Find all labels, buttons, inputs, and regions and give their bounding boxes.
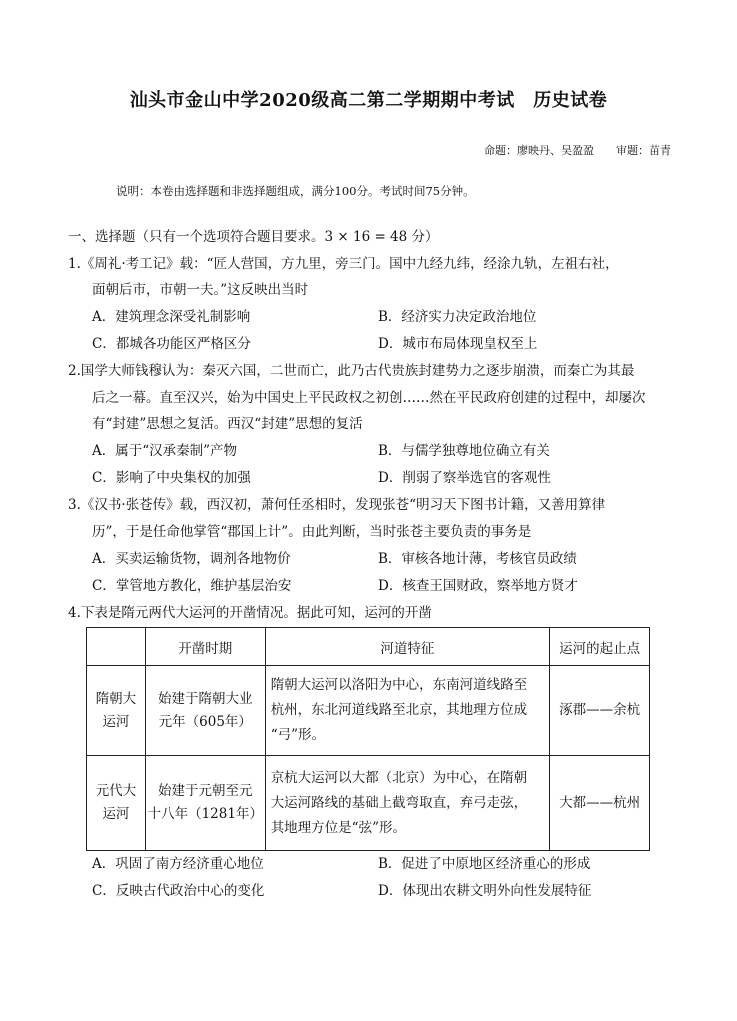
cell-line: 元年（605年） <box>158 713 252 730</box>
canal-endpoints-cell: 涿郡——余杭 <box>550 666 650 756</box>
question-2-line-1: 2.国学大师钱穆认为：秦灭六国，二世而亡，此乃古代贵族封建势力之逐步崩溃，而秦亡为其最 <box>68 363 635 379</box>
canal-table <box>86 627 650 851</box>
canal-period-cell <box>145 666 265 756</box>
exam-title: 汕头市金山中学2020级高二第二学期期中考试 历史试卷 <box>129 90 608 111</box>
question-3-option-c: C．掌管地方教化，维护基层治安 <box>92 578 292 594</box>
question-3-option-d: D．核查王国财政，察举地方贤才 <box>378 578 578 594</box>
cell-line: 其地理方位是“弦”形。 <box>270 819 406 836</box>
question-2-option-c: C．影响了中央集权的加强 <box>92 470 251 486</box>
question-3-option-b: B．审核各地计薄，考核官员政绩 <box>378 551 577 567</box>
cell-line: 隋朝大 <box>95 690 137 707</box>
cell-line: 杭州，东北河道线路至北京，其地理方位成 <box>270 702 528 718</box>
question-4-option-a: A．巩固了南方经济重心地位 <box>92 856 264 872</box>
canal-feature-cell <box>265 666 549 756</box>
canal-name-cell <box>87 756 146 851</box>
question-4-line-1: 4.下表是隋元两代大运河的开凿情况。据此可知，运河的开凿 <box>68 605 432 621</box>
table-row <box>87 666 650 756</box>
question-1-option-c: C．都城各功能区严格区分 <box>92 336 251 352</box>
cell-line: “弓”形。 <box>270 727 325 743</box>
cell-line: 隋朝大运河以洛阳为中心，东南河道线路至 <box>270 677 528 693</box>
question-3-option-a: A．买卖运输货物，调剂各地物价 <box>92 551 291 567</box>
question-1-line-2: 面朝后市，市朝一夫。”这反映出当时 <box>92 282 309 298</box>
question-2-line-3: 有“封建”思想之复活。西汉“封建”思想的复活 <box>92 416 363 432</box>
table-header-cell <box>87 628 146 666</box>
question-1-line-1: 1.《周礼·考工记》载：“匠人营国，方九里，旁三门。国中九经九纬，经涂九轨，左祖右社， <box>68 256 619 272</box>
table-header-row <box>87 628 650 666</box>
table-header-cell: 河道特征 <box>265 628 549 666</box>
question-3-line-2: 历”，于是任命他掌管“郡国上计”。由此判断，当时张苍主要负责的事务是 <box>92 524 532 540</box>
canal-feature-cell <box>265 756 549 851</box>
question-2-line-2: 后之一幕。直至汉兴，始为中国史上平民政权之初创……然在平民政府创建的过程中，却屡次 <box>92 390 646 406</box>
cell-line: 大运河路线的基础上截弯取直，弃弓走弦， <box>270 794 528 811</box>
exam-note: 说明：本卷由选择题和非选择题组成，满分100分。考试时间75分钟。 <box>116 184 475 198</box>
question-2-option-a: A．属于“汉承秦制”产物 <box>92 443 238 459</box>
question-4-option-d: D．体现出农耕文明外向性发展特征 <box>378 883 592 899</box>
cell-line: 十八年（1281年） <box>147 806 263 822</box>
canal-period-cell <box>145 756 265 851</box>
cell-line: 始建于元朝至元 <box>158 783 253 799</box>
canal-endpoints-cell: 大都——杭州 <box>550 756 650 851</box>
cell-line: 京杭大运河以大都（北京）为中心，在隋朝 <box>270 769 528 786</box>
cell-line: 始建于隋朝大业 <box>158 690 253 707</box>
table-header-cell: 运河的起止点 <box>550 628 650 666</box>
section-title: 一、选择题（只有一个选项符合题目要求。3 × 16 = 48 分） <box>68 229 439 245</box>
cell-line: 运河 <box>102 806 130 822</box>
question-4-option-c: C．反映古代政治中心的变化 <box>92 883 265 899</box>
canal-name-cell <box>87 666 146 756</box>
question-2-option-d: D．削弱了察举选官的客观性 <box>378 470 551 486</box>
question-1-option-a: A．建筑理念深受礼制影响 <box>92 309 251 325</box>
question-1-option-b: B．经济实力决定政治地位 <box>378 309 537 325</box>
question-4-option-b: B．促进了中原地区经济重心的形成 <box>378 856 591 872</box>
cell-line: 运河 <box>102 713 130 730</box>
question-1-option-d: D．城市布局体现皇权至上 <box>378 336 538 352</box>
authors-line: 命题：廖映丹、吴盈盈 审题：苗青 <box>484 144 671 157</box>
question-2-option-b: B．与儒学独尊地位确立有关 <box>378 443 550 459</box>
question-3-line-1: 3.《汉书·张苍传》载，西汉初，萧何任丞相时，发现张苍“明习天下图书计籍，又善用算律 <box>68 497 606 513</box>
cell-line: 元代大 <box>95 783 137 799</box>
table-row <box>87 756 650 851</box>
table-header-cell: 开凿时期 <box>145 628 265 666</box>
